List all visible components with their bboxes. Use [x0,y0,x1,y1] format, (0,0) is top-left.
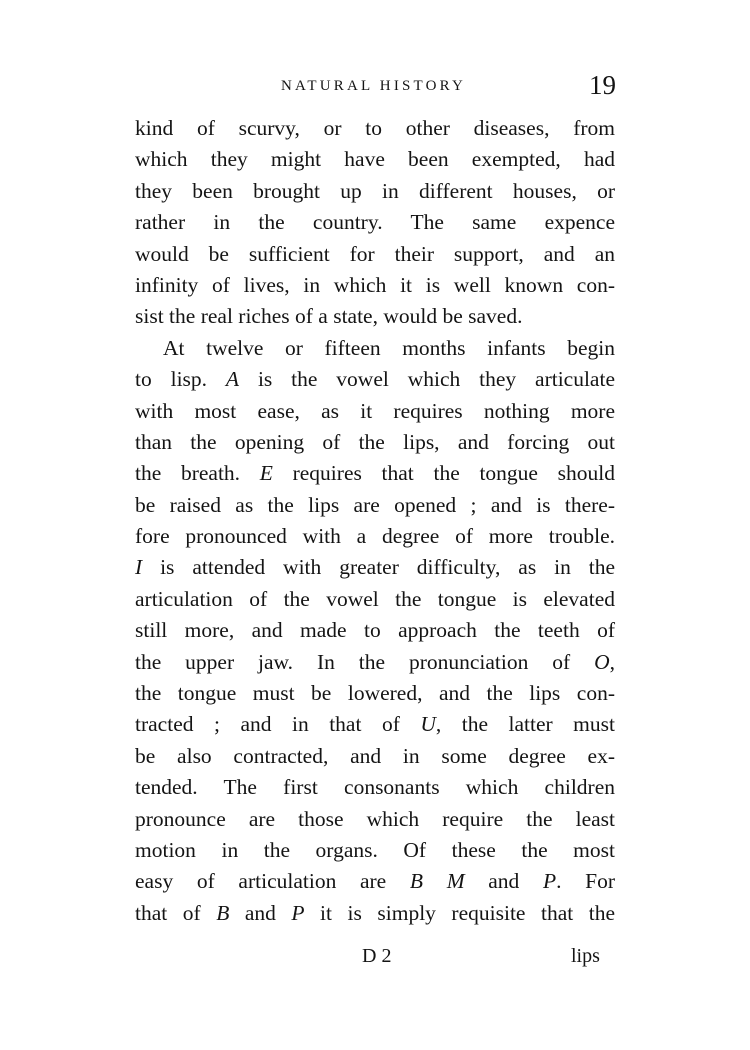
text-line: pronounce are those which require the least [135,806,615,831]
text-line: would be sufficient for their support, and an [135,241,615,266]
text-line: articulation of the vowel the tongue is elevated [135,586,615,611]
text-line: tracted ; and in that of U, the latter must [135,712,616,737]
text-line: than the opening of the lips, and forcing out [135,429,615,454]
text-line: the breath. E requires that the tongue should [135,461,615,486]
text-line: still more, and made to approach the teeth of [135,618,615,643]
text-line: fore pronounced with a degree of more trouble. [135,524,615,549]
text-line: sist the real riches of a state, would be saved. [135,304,523,329]
body-text [135,113,615,929]
text-line: be also contracted, and in some degree ex- [135,743,615,768]
text-line: that of B and P it is simply requisite that the [135,900,615,925]
text-line: I is attended with greater difficulty, as in the [135,555,615,580]
paragraph-2 [135,333,615,929]
text-line: kind of scurvy, or to other diseases, from [135,116,615,140]
text-line: the upper jaw. In the pronunciation of O, [135,649,615,674]
text-line: which they might have been exempted, had [135,147,615,172]
text-line: the tongue must be lowered, and the lips con- [135,681,615,706]
catchword: lips [571,945,600,967]
running-head-title: NATURAL HISTORY [281,78,467,94]
text-line: motion in the organs. Of these the most [135,837,615,862]
paragraph-1 [135,113,615,333]
text-line: tended. The first consonants which children [135,775,615,800]
text-line: At twelve or fifteen months infants begin [163,335,615,360]
text-line: rather in the country. The same expence [135,210,615,235]
signature-mark: D 2 [362,945,392,967]
page-number: 19 [589,70,616,100]
text-line: be raised as the lips are opened ; and is there- [135,492,615,517]
text-line: easy of articulation are B M and P. For [135,869,616,894]
text-line: with most ease, as it requires nothing more [135,398,615,423]
text-line: they been brought up in different houses, or [135,178,615,203]
text-line: infinity of lives, in which it is well known con- [135,272,615,297]
running-head [0,70,750,106]
catchline [0,945,750,975]
text-line: to lisp. A is the vowel which they articulate [135,367,615,392]
